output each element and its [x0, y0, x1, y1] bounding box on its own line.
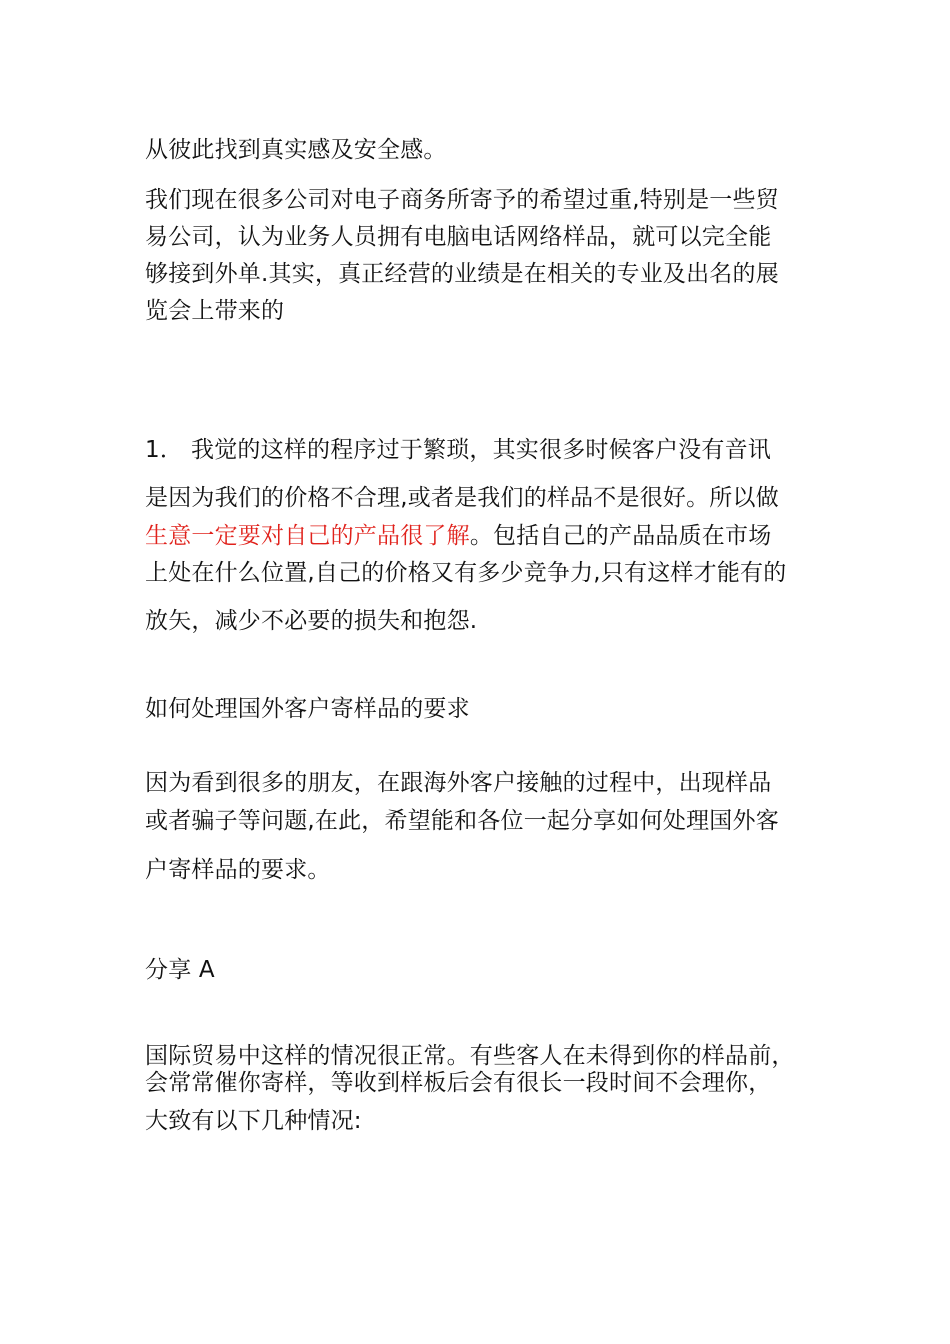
- paragraph-line: 放矢，减少不必要的损失和抱怨.: [145, 608, 478, 634]
- paragraph-line: 因为看到很多的朋友，在跟海外客户接触的过程中，出现样品: [145, 770, 772, 796]
- paragraph-line: 易公司，认为业务人员拥有电脑电话网络样品，就可以完全能: [145, 224, 772, 250]
- paragraph-line: 会常常催你寄样，等收到样板后会有很长一段时间不会理你，: [145, 1070, 772, 1096]
- list-item-text: 我觉的这样的程序过于繁琐，其实很多时候客户没有音讯: [191, 437, 771, 463]
- paragraph-line: 上处在什么位置,自己的价格又有多少竞争力,只有这样才能有的: [145, 560, 787, 586]
- list-number: 1．: [145, 437, 184, 463]
- paragraph-line: [145, 521, 771, 551]
- paragraph-line: 我们现在很多公司对电子商务所寄予的希望过重,特别是一些贸: [145, 187, 779, 213]
- paragraph-line: 国际贸易中这样的情况很正常。有些客人在未得到你的样品前，: [145, 1043, 795, 1069]
- section-heading: 如何处理国外客户寄样品的要求: [145, 696, 470, 722]
- paragraph-line: 够接到外单.其实，真正经营的业绩是在相关的专业及出名的展: [145, 261, 779, 287]
- section-heading: 分享 A: [145, 957, 215, 983]
- paragraph-line: 是因为我们的价格不合理,或者是我们的样品不是很好。所以做: [145, 485, 779, 511]
- paragraph-text: 。包括自己的产品品质在市场: [469, 523, 772, 549]
- paragraph-line: 或者骗子等问题,在此，希望能和各位一起分享如何处理国外客: [145, 808, 779, 834]
- paragraph-line: 户寄样品的要求。: [145, 857, 331, 883]
- highlighted-text: 生意一定要对自己的产品很了解: [145, 523, 470, 549]
- numbered-item-line: [145, 435, 771, 465]
- paragraph-line: 大致有以下几种情况:: [145, 1108, 362, 1134]
- paragraph-line: 览会上带来的: [145, 298, 285, 324]
- paragraph-line: 从彼此找到真实感及安全感。: [145, 137, 447, 163]
